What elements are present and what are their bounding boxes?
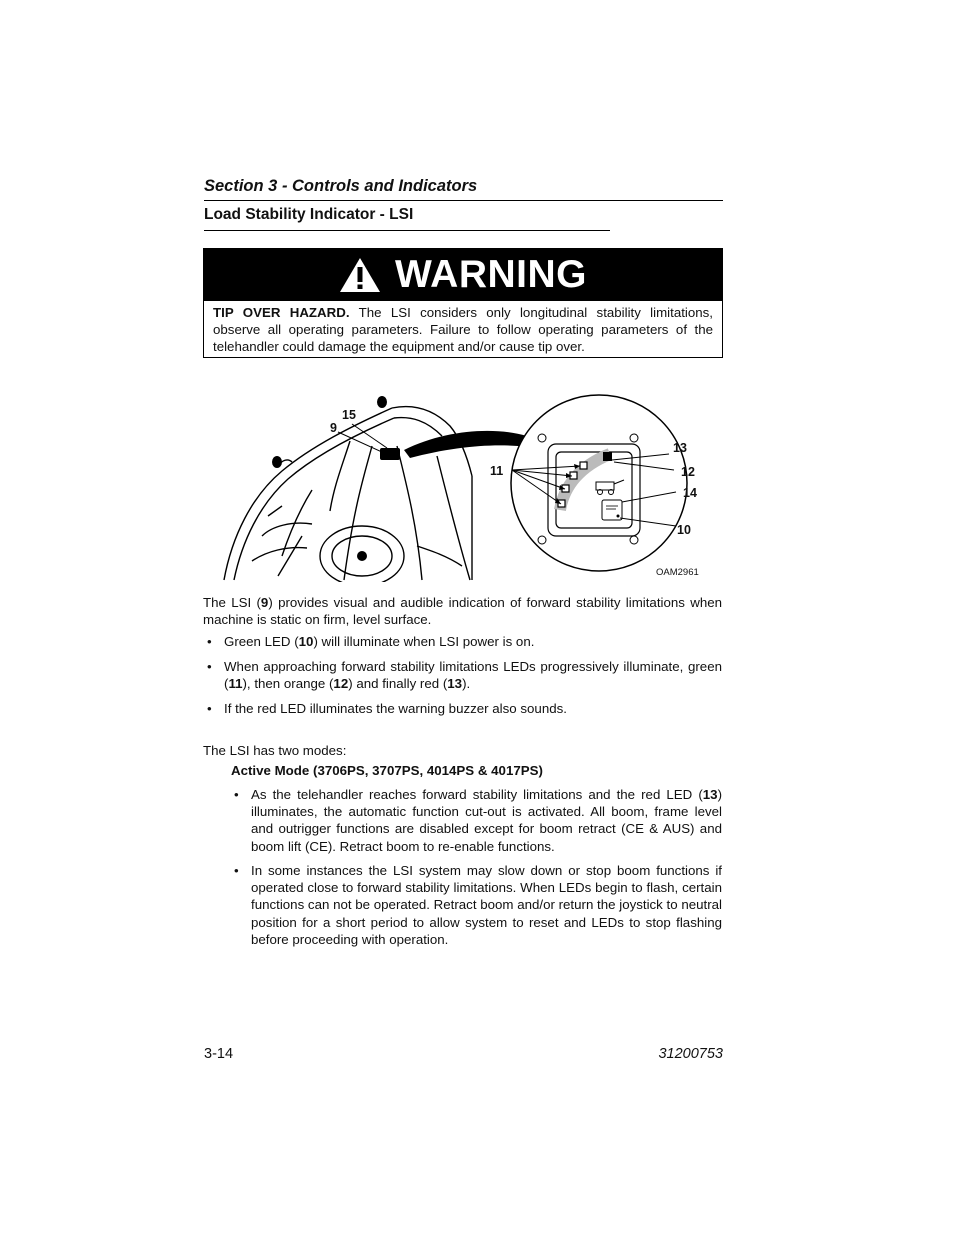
- cab-illustration: [222, 386, 702, 582]
- document-number: 31200753: [658, 1046, 723, 1062]
- subsection-rule: [204, 230, 610, 231]
- callout-10: 10: [677, 523, 691, 537]
- list-item: • Green LED (10) will illuminate when LSI power is on.: [207, 634, 535, 649]
- list-item: • When approaching forward stability limitations LEDs progressively illuminate, green (11), then orange (12) and finally red (13).: [207, 659, 722, 692]
- bullet-dot-icon: •: [207, 634, 212, 649]
- header-rule: [204, 200, 723, 201]
- bullet-dot-icon: •: [234, 787, 239, 802]
- figure-code: OAM2961: [656, 567, 699, 578]
- page-number: 3-14: [204, 1046, 234, 1062]
- bullet-dot-icon: •: [207, 701, 212, 716]
- warning-body: The LSI considers only longitudinal stability limitations, observe all operating parameters. Failure to follow operating parameters of the telehandler could damage the equipment and/or cause tip over.: [213, 305, 713, 355]
- list-item: • As the telehandler reaches forward stability limitations and the red LED (13) illuminates, the automatic function cut-out is activated. All boom, frame level and outrigger functions are disabled except for boom retract (CE & AUS) and boom lift (CE). Retract boom to re-enable functions.: [234, 787, 722, 854]
- modes-intro: The LSI has two modes:: [203, 743, 347, 758]
- section-title: Section 3 - Controls and Indicators: [204, 177, 478, 195]
- active-mode-title: Active Mode (3706PS, 3707PS, 4014PS & 4017PS): [231, 763, 543, 778]
- list-item: • If the red LED illuminates the warning buzzer also sounds.: [207, 701, 567, 716]
- callout-13: 13: [673, 441, 687, 455]
- warning-box: [203, 248, 723, 358]
- warning-text: [204, 301, 722, 356]
- warning-triangle-icon: [339, 257, 381, 293]
- callout-14: 14: [683, 486, 697, 500]
- bullet-dot-icon: •: [207, 659, 212, 674]
- callout-9: 9: [330, 421, 337, 435]
- warning-header: [204, 249, 722, 301]
- callout-15: 15: [342, 408, 356, 422]
- warning-title: WARNING: [395, 253, 587, 296]
- bullet-dot-icon: •: [234, 863, 239, 878]
- subsection-title: Load Stability Indicator - LSI: [204, 206, 414, 223]
- lsi-figure: [222, 386, 702, 582]
- list-item: • In some instances the LSI system may slow down or stop boom functions if operated close to forward stability limitations. When LEDs begin to flash, certain functions can not be operated. Retract boom and/or return the joystick to neutral position for a short period to allow system to reset and LEDs to stop flashing before proceeding with operation.: [234, 863, 722, 947]
- intro-paragraph: The LSI (9) provides visual and audible indication of forward stability limitations when machine is static on firm, level surface.: [203, 595, 723, 628]
- hazard-label: TIP OVER HAZARD.: [213, 305, 350, 320]
- callout-11: 11: [490, 464, 504, 478]
- callout-12: 12: [681, 465, 695, 479]
